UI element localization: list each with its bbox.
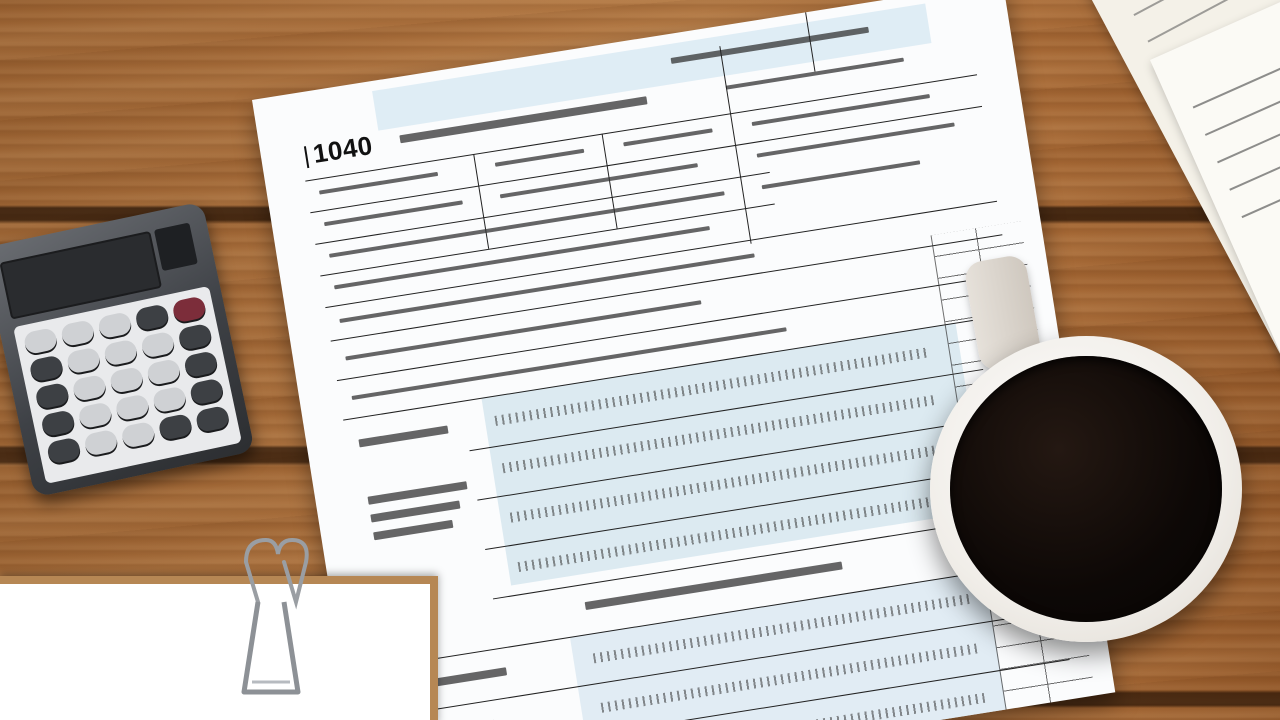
calculator-solar-panel: [154, 223, 198, 272]
notepad-paper: [0, 584, 430, 720]
calculator: [0, 201, 255, 497]
binder-clip-icon: [226, 532, 316, 702]
clipboard-notepad: [0, 576, 438, 720]
coffee: [950, 356, 1222, 622]
coffee-mug: [930, 336, 1242, 642]
form-title: 1040: [310, 129, 375, 169]
